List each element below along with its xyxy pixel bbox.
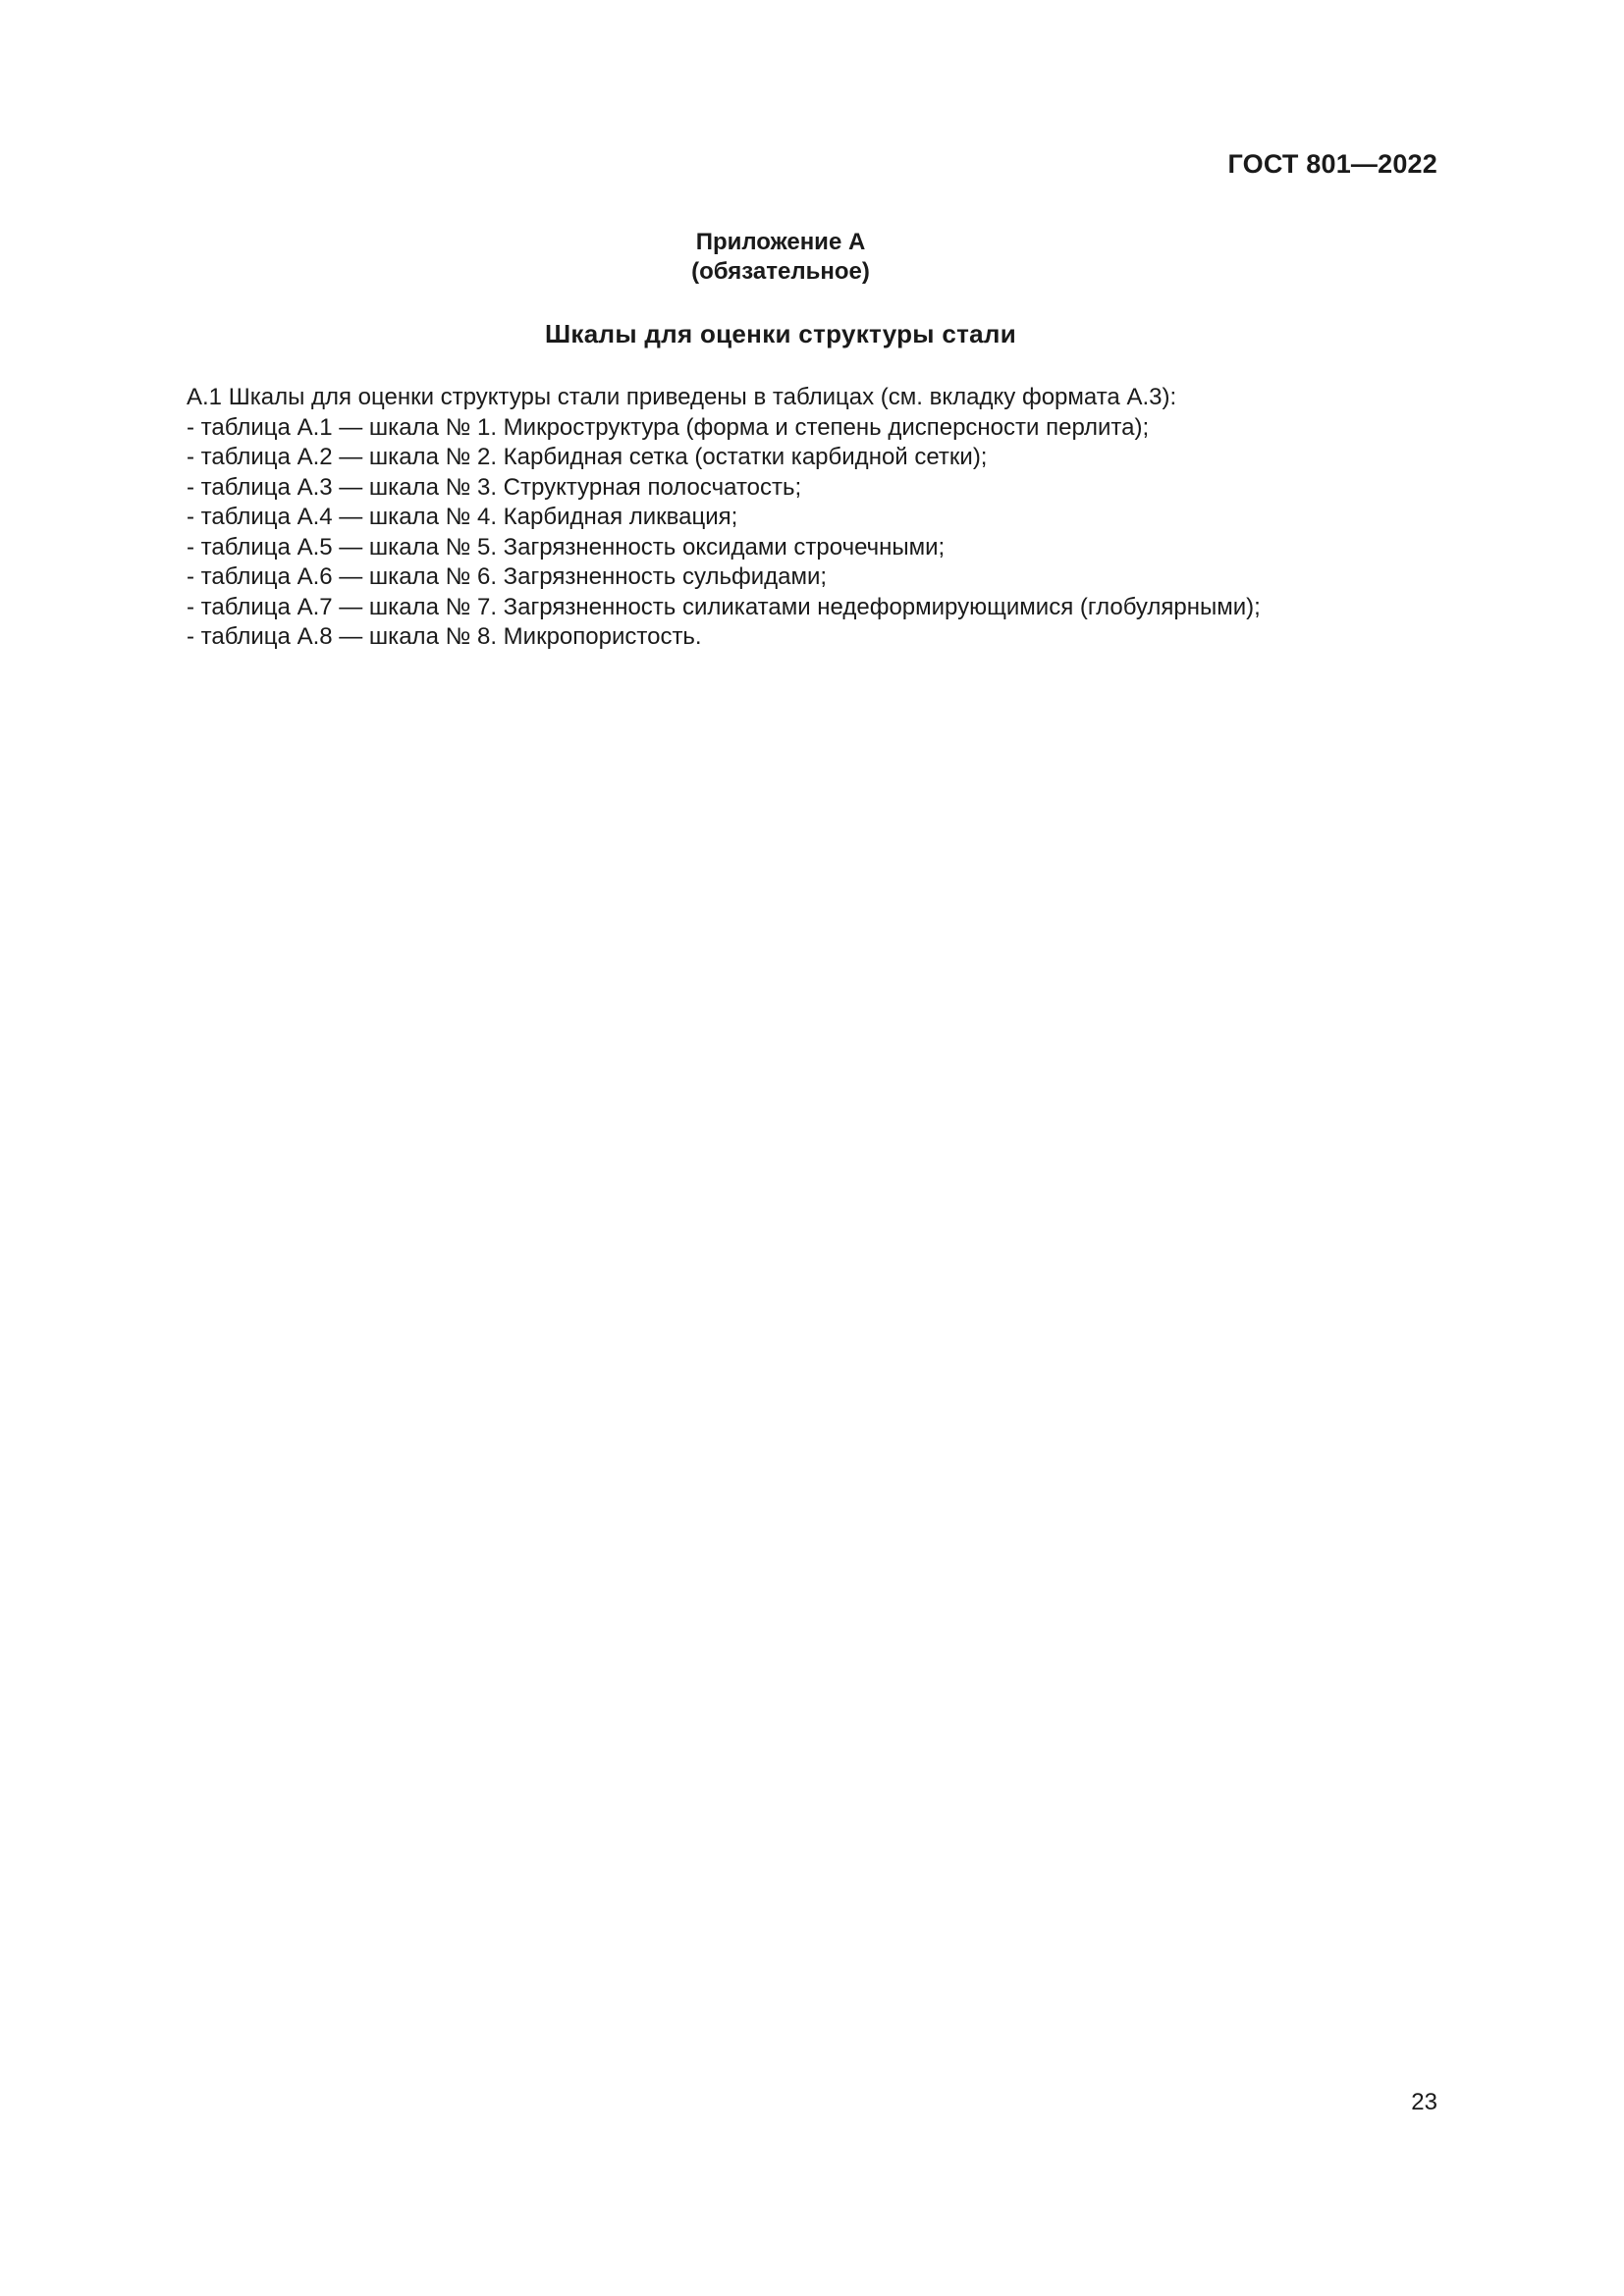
list-item: - таблица А.7 — шкала № 7. Загрязненность силикатами недеформирующимися (глобулярными); [187, 593, 1261, 620]
annex-heading [0, 228, 1561, 287]
page-number: 23 [1411, 2089, 1437, 2115]
document-code: ГОСТ 801—2022 [1227, 149, 1437, 179]
annex-title: Приложение А [695, 229, 866, 255]
intro-paragraph: А.1 Шкалы для оценки структуры стали приведены в таблицах (см. вкладку формата А.3): [187, 384, 1177, 410]
list-item: - таблица А.1 — шкала № 1. Микроструктура (форма и степень дисперсности перлита); [187, 413, 1150, 441]
list-item: - таблица А.5 — шкала № 5. Загрязненность оксидами строчечными; [187, 533, 946, 561]
list-item: - таблица А.2 — шкала № 2. Карбидная сетка (остатки карбидной сетки); [187, 444, 988, 470]
list-item: - таблица А.8 — шкала № 8. Микропористость. [187, 623, 702, 650]
list-item: - таблица А.3 — шкала № 3. Структурная полосчатость; [187, 473, 802, 501]
body-text [187, 383, 1434, 653]
list-item: - таблица А.6 — шкала № 6. Загрязненность сульфидами; [187, 563, 828, 590]
list-item: - таблица А.4 — шкала № 4. Карбидная ликвация; [187, 504, 738, 530]
annex-status: (обязательное) [691, 258, 870, 285]
section-title: Шкалы для оценки структуры стали [545, 319, 1016, 348]
